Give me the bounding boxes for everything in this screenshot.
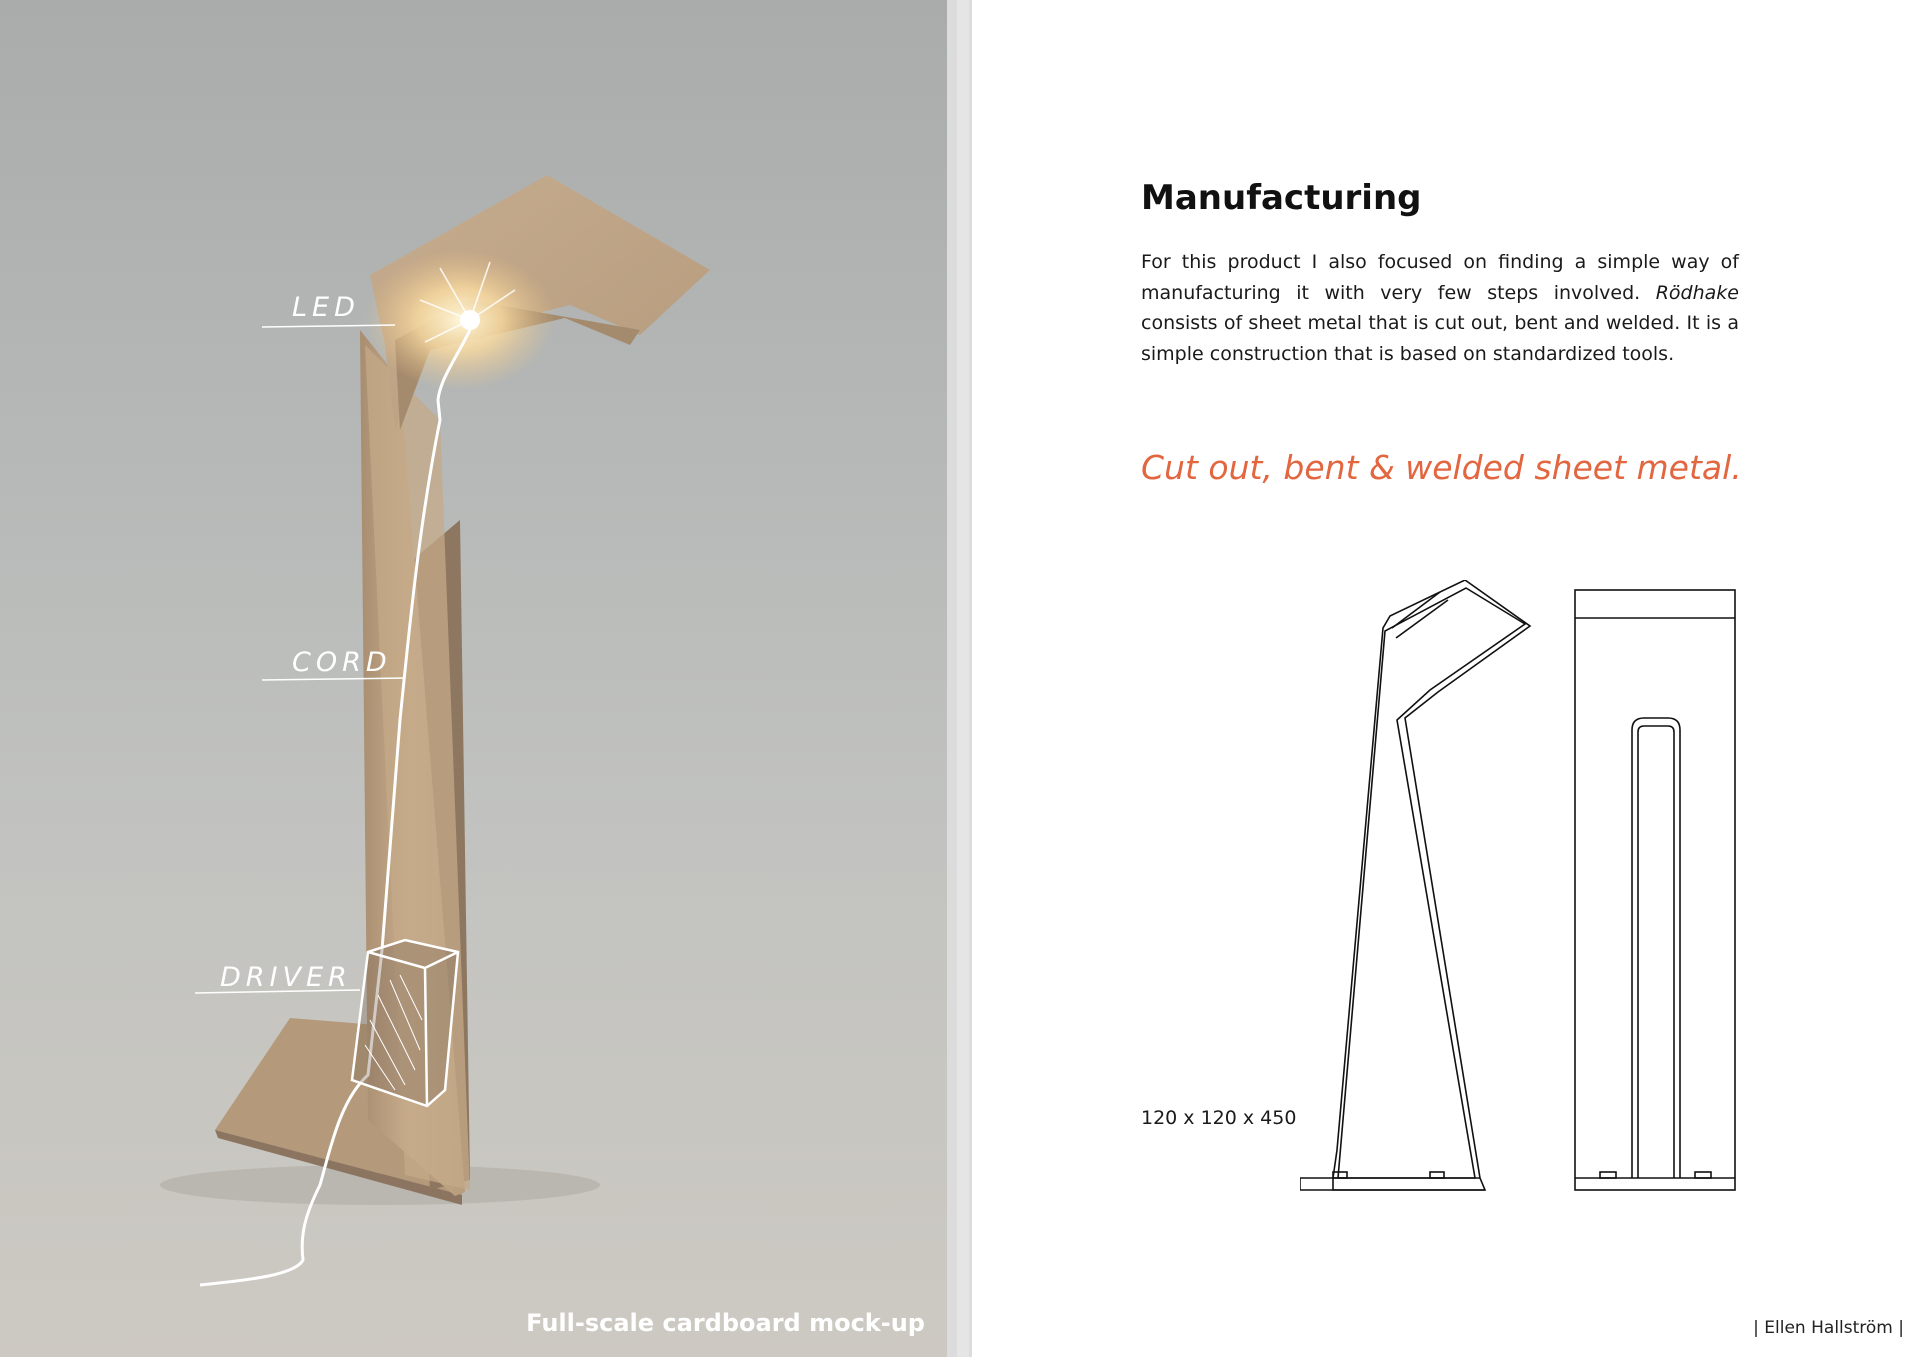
driver-sketch: [352, 940, 458, 1106]
front-view-drawing: [1575, 590, 1735, 1190]
led-label: LED: [292, 292, 360, 323]
technical-drawing: [1300, 580, 1750, 1200]
author-footer: | Ellen Hallström |: [1753, 1318, 1904, 1338]
side-view-drawing: [1300, 580, 1530, 1190]
lamp-illustration: [0, 0, 947, 1357]
dimensions-label: 120 x 120 x 450: [1141, 1107, 1297, 1129]
product-name: Rödhake: [1655, 281, 1739, 304]
photo-caption: Full-scale cardboard mock-up: [526, 1309, 925, 1337]
page-divider-inner: [957, 0, 969, 1357]
driver-label: DRIVER: [220, 962, 352, 993]
highlight-quote: Cut out, bent & welded sheet metal.: [1141, 448, 1742, 487]
lamp-photo: [0, 0, 947, 1357]
body-paragraph: [1141, 247, 1739, 369]
cord-label: CORD: [292, 647, 392, 678]
body-text-start: For this product I also focused on finding a simple way of manufacturing it with very few steps involved.: [1141, 251, 1739, 304]
body-text-end: consists of sheet metal that is cut out, bent and welded. It is a simple construction that is based on standardized tools.: [1141, 312, 1739, 365]
page-title: Manufacturing: [1141, 178, 1422, 218]
